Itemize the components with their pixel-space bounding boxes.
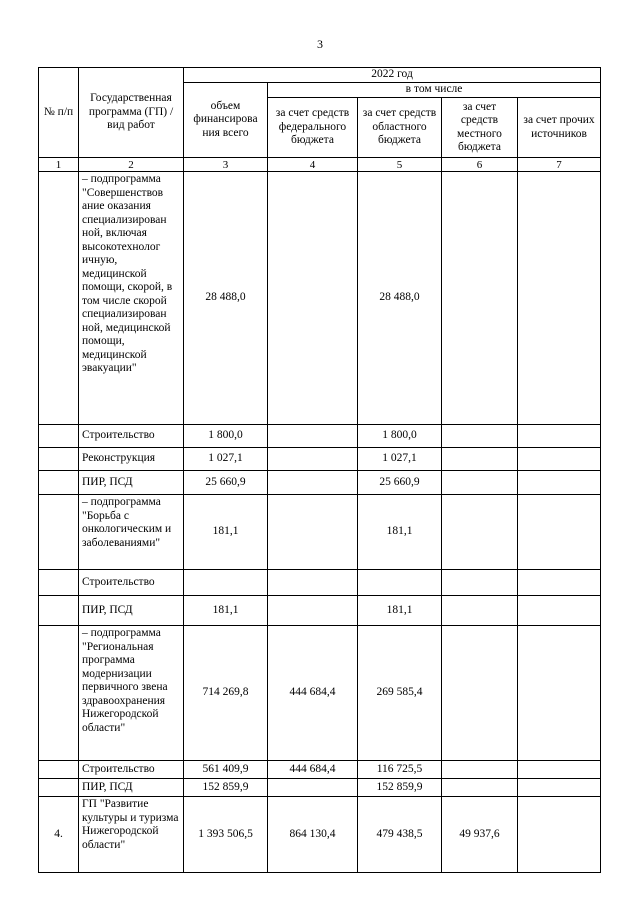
row-local <box>442 761 518 779</box>
row-num <box>39 596 79 626</box>
row-federal <box>268 570 358 596</box>
row-total: 1 393 506,5 <box>184 797 268 873</box>
row-local <box>442 596 518 626</box>
column-number: 6 <box>442 158 518 172</box>
row-other <box>518 495 601 570</box>
header-regional: за счет средств областного бюджета <box>358 98 442 158</box>
row-regional: 181,1 <box>358 495 442 570</box>
page-number: 3 <box>317 37 323 51</box>
row-num <box>39 495 79 570</box>
row-other <box>518 626 601 761</box>
row-other <box>518 172 601 425</box>
table-row <box>39 425 601 448</box>
table-row <box>39 779 601 797</box>
header-program: Государственная программа (ГП) / вид работ <box>79 68 184 158</box>
row-total: 25 660,9 <box>184 471 268 495</box>
row-local: 49 937,6 <box>442 797 518 873</box>
row-regional: 28 488,0 <box>358 172 442 425</box>
row-local <box>442 626 518 761</box>
row-total: 561 409,9 <box>184 761 268 779</box>
row-total <box>184 570 268 596</box>
row-name: Строительство <box>79 761 184 779</box>
row-other <box>518 471 601 495</box>
row-num <box>39 761 79 779</box>
column-number-row <box>39 158 601 172</box>
table-row <box>39 471 601 495</box>
row-federal <box>268 596 358 626</box>
row-other <box>518 448 601 471</box>
row-other <box>518 797 601 873</box>
column-number: 1 <box>39 158 79 172</box>
row-other <box>518 425 601 448</box>
row-num <box>39 471 79 495</box>
header-total: объем финансирова ния всего <box>184 83 268 158</box>
column-number: 2 <box>79 158 184 172</box>
row-local <box>442 570 518 596</box>
row-total: 714 269,8 <box>184 626 268 761</box>
header-federal: за счет средств федерального бюджета <box>268 98 358 158</box>
row-name: – подпрограмма "Региональная программа модернизации первичного звена здравоохранения Нижегородской области" <box>79 626 184 761</box>
row-total: 152 859,9 <box>184 779 268 797</box>
row-regional: 1 027,1 <box>358 448 442 471</box>
column-number: 5 <box>358 158 442 172</box>
row-other <box>518 570 601 596</box>
row-name: Реконструкция <box>79 448 184 471</box>
row-name: ПИР, ПСД <box>79 779 184 797</box>
row-local <box>442 172 518 425</box>
row-other <box>518 761 601 779</box>
row-other <box>518 596 601 626</box>
table-row <box>39 797 601 873</box>
row-total: 28 488,0 <box>184 172 268 425</box>
header-other: за счет прочих источников <box>518 98 601 158</box>
row-federal <box>268 495 358 570</box>
row-regional <box>358 570 442 596</box>
row-federal <box>268 779 358 797</box>
row-federal <box>268 172 358 425</box>
row-local <box>442 495 518 570</box>
row-name: Строительство <box>79 570 184 596</box>
row-federal: 864 130,4 <box>268 797 358 873</box>
header-year: 2022 год <box>184 68 601 83</box>
header-num: № п/п <box>39 68 79 158</box>
row-regional: 181,1 <box>358 596 442 626</box>
row-num <box>39 425 79 448</box>
row-federal: 444 684,4 <box>268 761 358 779</box>
row-num <box>39 570 79 596</box>
row-num <box>39 448 79 471</box>
row-total: 181,1 <box>184 596 268 626</box>
row-local <box>442 448 518 471</box>
row-num <box>39 172 79 425</box>
row-local <box>442 471 518 495</box>
row-federal <box>268 448 358 471</box>
row-regional: 479 438,5 <box>358 797 442 873</box>
row-name: ПИР, ПСД <box>79 596 184 626</box>
row-name: – подпрограмма "Совершенствов ание оказания специализирован ной, включая высокотехнолог ичную, медицинской помощи, скорой, в том числе скорой специализирован ной, медицинской помощи, медицинской эвакуации" <box>79 172 184 425</box>
row-name: – подпрограмма "Борьба с онкологическим и заболеваниями" <box>79 495 184 570</box>
row-num <box>39 626 79 761</box>
table-row <box>39 626 601 761</box>
row-regional: 1 800,0 <box>358 425 442 448</box>
table-row <box>39 596 601 626</box>
row-name: ГП "Развитие культуры и туризма Нижегородской области" <box>79 797 184 873</box>
header-local: за счет средств местного бюджета <box>442 98 518 158</box>
table-row <box>39 495 601 570</box>
row-federal: 444 684,4 <box>268 626 358 761</box>
row-federal <box>268 471 358 495</box>
row-federal <box>268 425 358 448</box>
row-other <box>518 779 601 797</box>
column-number: 3 <box>184 158 268 172</box>
row-total: 1 027,1 <box>184 448 268 471</box>
row-regional: 152 859,9 <box>358 779 442 797</box>
row-regional: 116 725,5 <box>358 761 442 779</box>
financing-table <box>38 67 601 873</box>
column-number: 7 <box>518 158 601 172</box>
table-row <box>39 761 601 779</box>
row-total: 181,1 <box>184 495 268 570</box>
row-regional: 25 660,9 <box>358 471 442 495</box>
column-number: 4 <box>268 158 358 172</box>
row-name: ПИР, ПСД <box>79 471 184 495</box>
row-name: Строительство <box>79 425 184 448</box>
row-num: 4. <box>39 797 79 873</box>
table-row <box>39 172 601 425</box>
row-local <box>442 779 518 797</box>
row-local <box>442 425 518 448</box>
table-row <box>39 570 601 596</box>
row-num <box>39 779 79 797</box>
table-row <box>39 448 601 471</box>
row-regional: 269 585,4 <box>358 626 442 761</box>
header-including: в том числе <box>268 83 601 98</box>
row-total: 1 800,0 <box>184 425 268 448</box>
